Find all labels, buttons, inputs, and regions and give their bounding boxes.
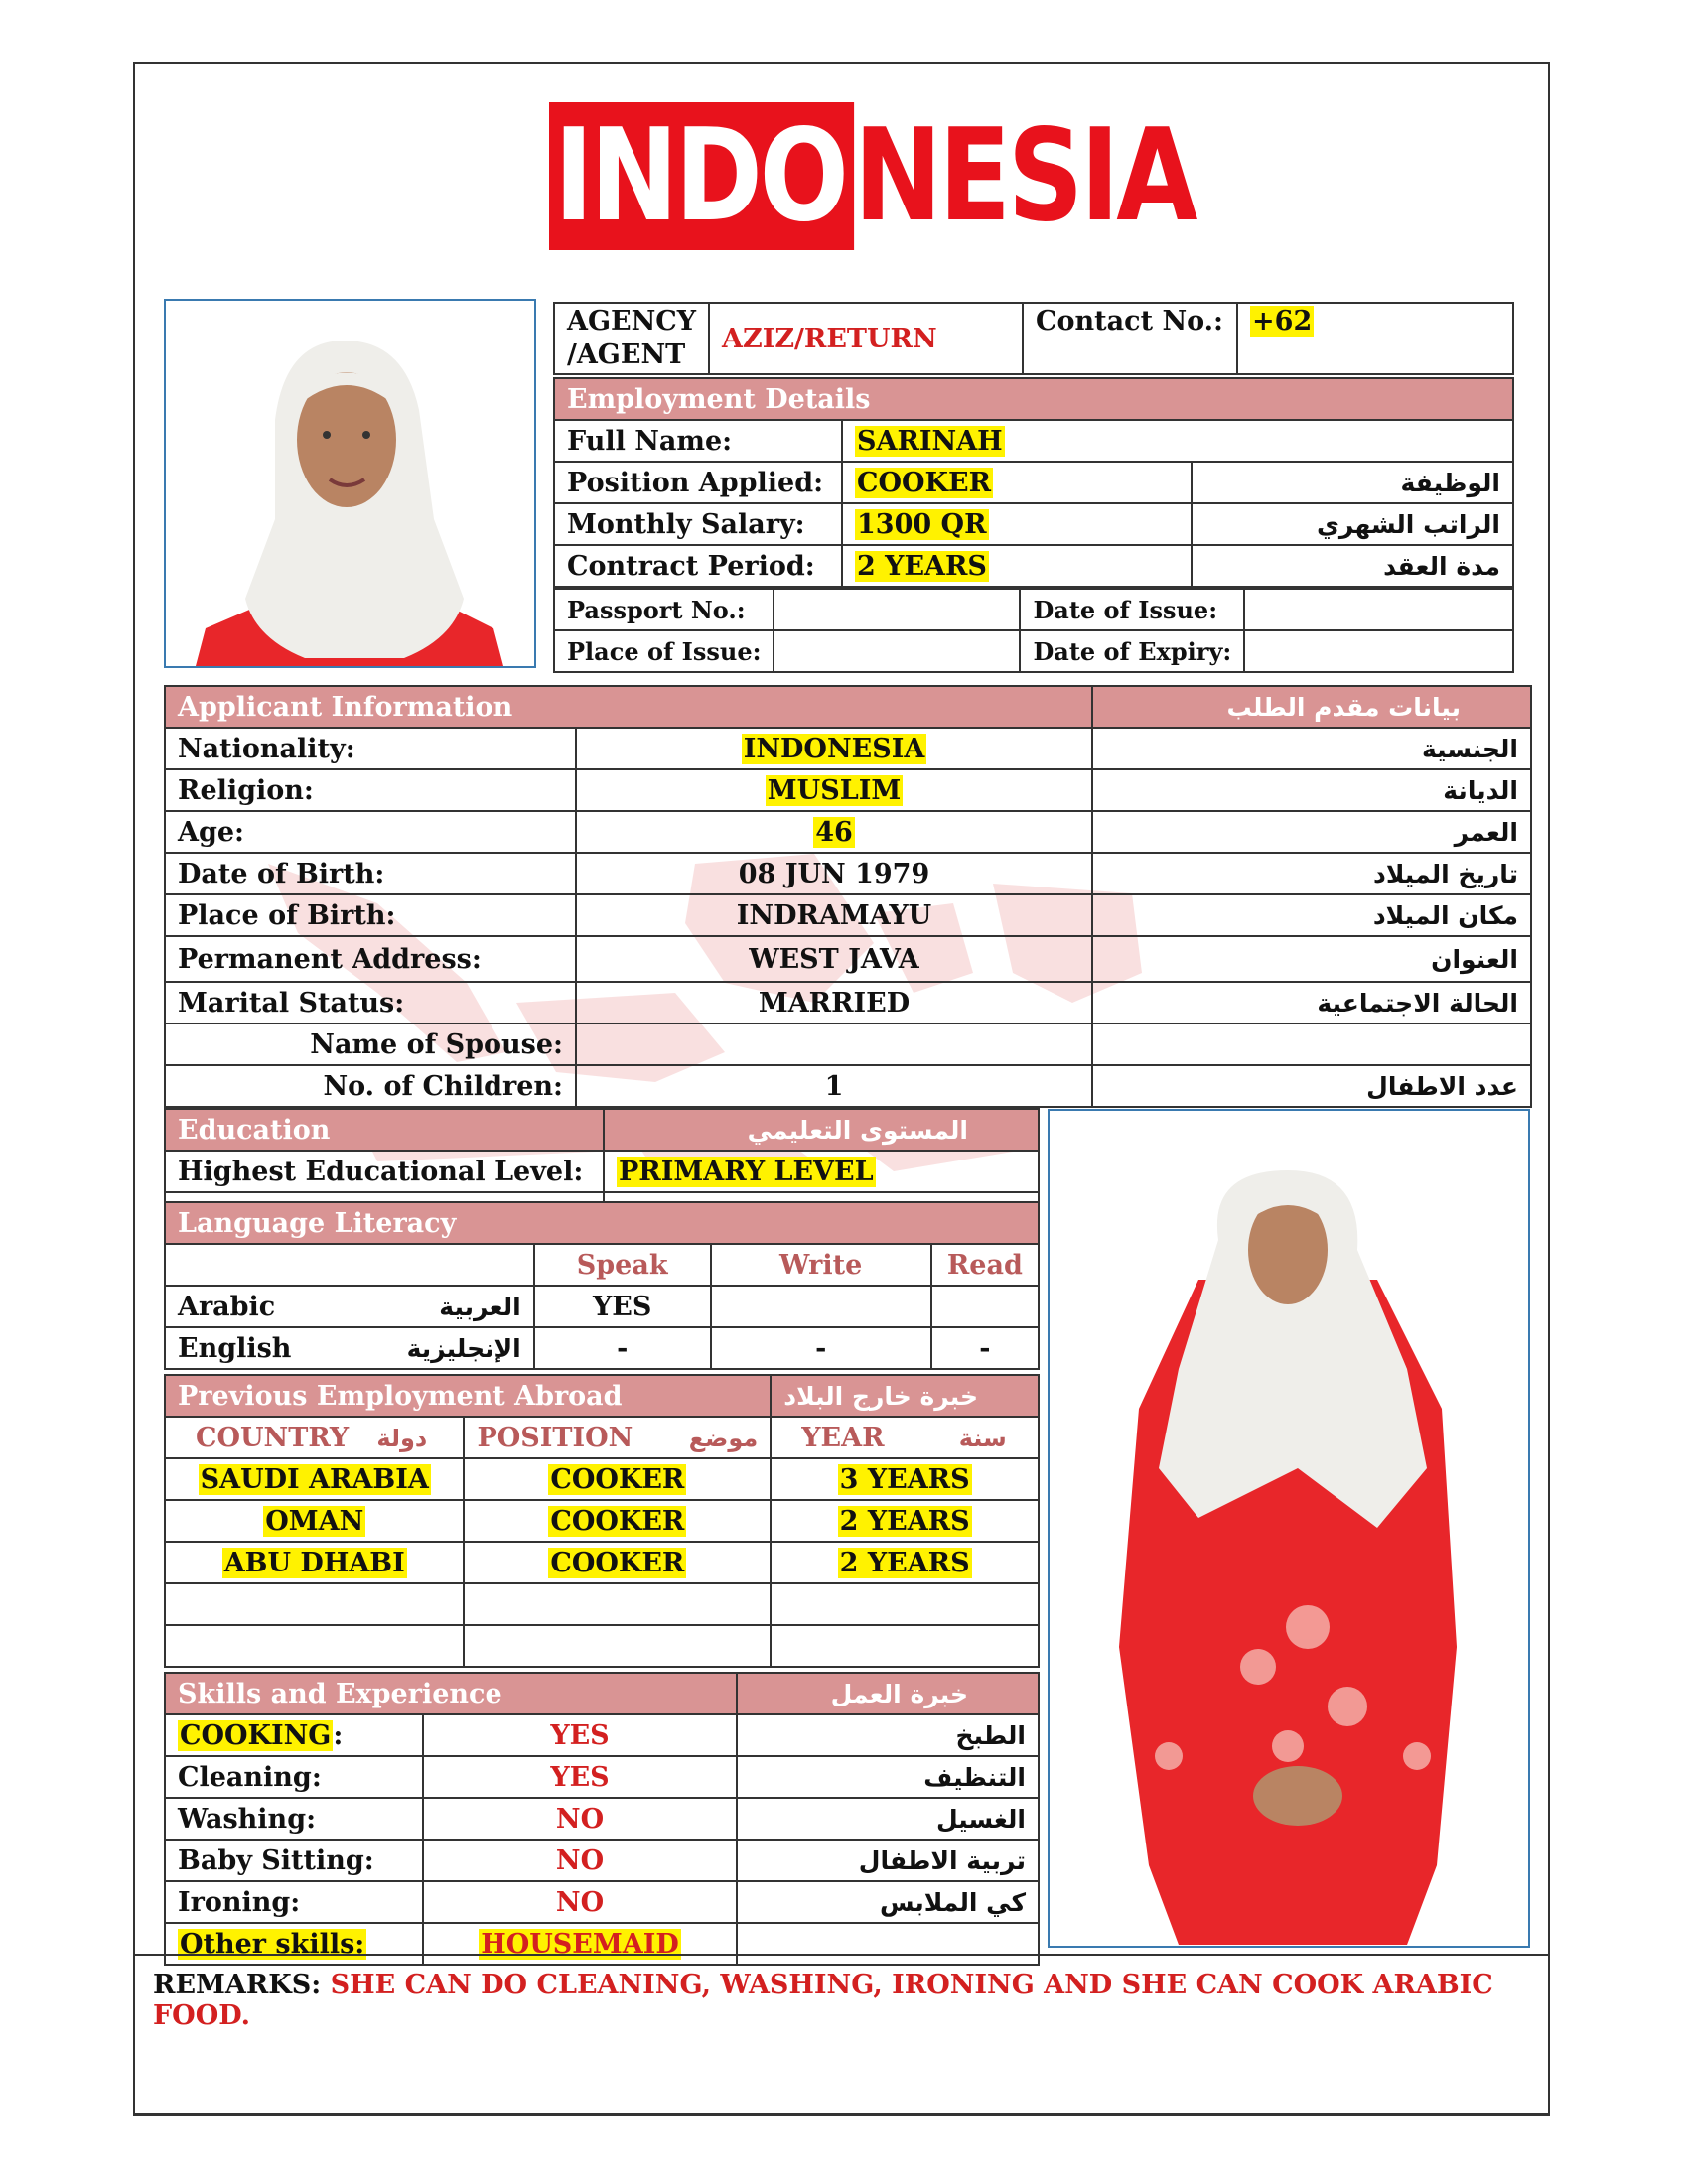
- spouse-ar: [1092, 1024, 1531, 1065]
- passport-no-label: Passport No.:: [554, 589, 774, 630]
- position-ar: الوظيفة: [1192, 462, 1513, 503]
- prev-empty: [165, 1625, 464, 1667]
- table-row: [165, 1714, 1039, 1756]
- salary-ar: الراتب الشهري: [1192, 503, 1513, 545]
- agency-table: [553, 302, 1514, 375]
- passport-no-value: [774, 589, 1020, 630]
- education-header-ar: المستوى التعليمي: [604, 1109, 1039, 1151]
- age-value: 46: [576, 811, 1092, 853]
- salary-label: Monthly Salary:: [554, 503, 842, 545]
- speak-header: Speak: [534, 1244, 711, 1286]
- place-issue-label: Place of Issue:: [554, 630, 774, 672]
- issue-date-value: [1244, 589, 1513, 630]
- education-header: Education: [165, 1109, 604, 1151]
- full-name-value: SARINAH: [842, 420, 1513, 462]
- write-header: Write: [711, 1244, 931, 1286]
- children-ar: عدد الاطفال: [1092, 1065, 1531, 1107]
- contract-ar: مدة العقد: [1192, 545, 1513, 587]
- prev-position: COOKER: [464, 1542, 771, 1583]
- age-ar: العمر: [1092, 811, 1531, 853]
- col-year: YEAR سنة: [771, 1417, 1039, 1458]
- applicant-header-ar: بيانات مقدم الطلب: [1092, 686, 1531, 728]
- address-label: Permanent Address:: [165, 936, 576, 982]
- skill-value: YES: [423, 1714, 737, 1756]
- skill-value: NO: [423, 1840, 737, 1881]
- education-level-value: PRIMARY LEVEL: [604, 1151, 1039, 1192]
- language-write: -: [711, 1327, 931, 1369]
- skill-value: HOUSEMAID: [423, 1923, 737, 1965]
- prev-country: ABU DHABI: [165, 1542, 464, 1583]
- title-rest: NESIA: [853, 102, 1196, 250]
- issue-date-label: Date of Issue:: [1020, 589, 1244, 630]
- prev-year: 2 YEARS: [771, 1500, 1039, 1542]
- religion-label: Religion:: [165, 769, 576, 811]
- language-read: [931, 1286, 1039, 1327]
- full-body-photo: [1048, 1109, 1530, 1948]
- employment-header: Employment Details: [554, 378, 1513, 420]
- language-row-arabic: [165, 1286, 1039, 1327]
- full-name-label: Full Name:: [554, 420, 842, 462]
- table-row: [165, 1458, 1039, 1500]
- skill-ar: كي الملابس: [737, 1881, 1039, 1923]
- skills-table: [164, 1672, 1040, 1966]
- prev-country: OMAN: [165, 1500, 464, 1542]
- place-issue-value: [774, 630, 1020, 672]
- address-ar: العنوان: [1092, 936, 1531, 982]
- nationality-label: Nationality:: [165, 728, 576, 769]
- skill-label: COOKING:: [165, 1714, 423, 1756]
- skill-ar: التنظيف: [737, 1756, 1039, 1798]
- language-read: -: [931, 1327, 1039, 1369]
- prev-position: COOKER: [464, 1458, 771, 1500]
- skill-label: Baby Sitting:: [165, 1840, 423, 1881]
- prev-year: 2 YEARS: [771, 1542, 1039, 1583]
- applicant-table: [164, 685, 1532, 1108]
- religion-ar: الديانة: [1092, 769, 1531, 811]
- education-level-label: Highest Educational Level:: [165, 1151, 604, 1192]
- nationality-value: INDONESIA: [576, 728, 1092, 769]
- language-name: Arabic: [165, 1286, 349, 1327]
- passport-table: [553, 588, 1514, 673]
- language-write: [711, 1286, 931, 1327]
- previous-header-ar: خبرة خارج البلاد: [771, 1375, 1039, 1417]
- children-value: 1: [576, 1065, 1092, 1107]
- prev-year: 3 YEARS: [771, 1458, 1039, 1500]
- pob-label: Place of Birth:: [165, 894, 576, 936]
- pob-value: INDRAMAYU: [576, 894, 1092, 936]
- contract-value: 2 YEARS: [842, 545, 1192, 587]
- children-label: No. of Children:: [165, 1065, 576, 1107]
- skills-header: Skills and Experience: [165, 1673, 737, 1714]
- dob-ar: تاريخ الميلاد: [1092, 853, 1531, 894]
- address-value: WEST JAVA: [576, 936, 1092, 982]
- remarks-box: [133, 1954, 1550, 2115]
- table-row: [165, 1583, 1039, 1625]
- skill-ar: الطبخ: [737, 1714, 1039, 1756]
- position-value: COOKER: [842, 462, 1192, 503]
- page-title: [549, 102, 1196, 250]
- position-label: Position Applied:: [554, 462, 842, 503]
- remarks-text: SHE CAN DO CLEANING, WASHING, IRONING AND SHE CAN COOK ARABIC FOOD.: [153, 1970, 1493, 2031]
- table-row: [165, 1542, 1039, 1583]
- marital-value: MARRIED: [576, 982, 1092, 1024]
- religion-value: MUSLIM: [576, 769, 1092, 811]
- agency-value: AZIZ/RETURN: [709, 303, 1023, 374]
- title-highlight: INDO: [549, 102, 854, 250]
- language-name: English: [165, 1327, 349, 1369]
- salary-value: 1300 QR: [842, 503, 1192, 545]
- expiry-value: [1244, 630, 1513, 672]
- table-row: [165, 1625, 1039, 1667]
- prev-empty: [165, 1583, 464, 1625]
- skill-label: Other skills:: [165, 1923, 423, 1965]
- dob-label: Date of Birth:: [165, 853, 576, 894]
- contact-label: Contact No.:: [1023, 303, 1237, 374]
- agency-label: AGENCY /AGENT: [554, 303, 709, 374]
- skill-value: NO: [423, 1798, 737, 1840]
- skill-label: Washing:: [165, 1798, 423, 1840]
- table-row: [165, 1500, 1039, 1542]
- remarks-label: REMARKS:: [153, 1970, 322, 2000]
- language-row-english: [165, 1327, 1039, 1369]
- contact-value: +62: [1237, 303, 1513, 374]
- expiry-label: Date of Expiry:: [1020, 630, 1244, 672]
- col-position: POSITION موضع: [464, 1417, 771, 1458]
- table-row: [165, 1840, 1039, 1881]
- table-row: [165, 1881, 1039, 1923]
- language-name-ar: العربية: [349, 1286, 533, 1327]
- prev-country: SAUDI ARABIA: [165, 1458, 464, 1500]
- skill-ar: الغسيل: [737, 1798, 1039, 1840]
- skill-value: NO: [423, 1881, 737, 1923]
- language-header: Language Literacy: [165, 1202, 1039, 1244]
- contract-label: Contract Period:: [554, 545, 842, 587]
- prev-position: COOKER: [464, 1500, 771, 1542]
- table-row: [165, 1756, 1039, 1798]
- dob-value: 08 JUN 1979: [576, 853, 1092, 894]
- prev-empty: [464, 1625, 771, 1667]
- applicant-header: Applicant Information: [165, 686, 1092, 728]
- age-label: Age:: [165, 811, 576, 853]
- skill-label: Cleaning:: [165, 1756, 423, 1798]
- skill-ar: تربية الاطفال: [737, 1840, 1039, 1881]
- language-speak: -: [534, 1327, 711, 1369]
- language-speak: YES: [534, 1286, 711, 1327]
- language-blank: [165, 1244, 534, 1286]
- spouse-value: [576, 1024, 1092, 1065]
- read-header: Read: [931, 1244, 1039, 1286]
- col-country: COUNTRY دولة: [165, 1417, 464, 1458]
- table-row: [165, 1798, 1039, 1840]
- education-table: [164, 1108, 1040, 1205]
- marital-ar: الحالة الاجتماعية: [1092, 982, 1531, 1024]
- prev-empty: [464, 1583, 771, 1625]
- employment-table: [553, 377, 1514, 588]
- pob-ar: مكان الميلاد: [1092, 894, 1531, 936]
- spouse-label: Name of Spouse:: [165, 1024, 576, 1065]
- marital-label: Marital Status:: [165, 982, 576, 1024]
- language-table: [164, 1201, 1040, 1370]
- previous-employment-table: [164, 1374, 1040, 1668]
- skills-header-ar: خبرة العمل: [737, 1673, 1039, 1714]
- headshot-photo: [164, 299, 536, 668]
- skill-value: YES: [423, 1756, 737, 1798]
- language-name-ar: الإنجليزية: [349, 1327, 533, 1369]
- prev-empty: [771, 1583, 1039, 1625]
- nationality-ar: الجنسية: [1092, 728, 1531, 769]
- prev-empty: [771, 1625, 1039, 1667]
- skill-label: Ironing:: [165, 1881, 423, 1923]
- previous-header: Previous Employment Abroad: [165, 1375, 771, 1417]
